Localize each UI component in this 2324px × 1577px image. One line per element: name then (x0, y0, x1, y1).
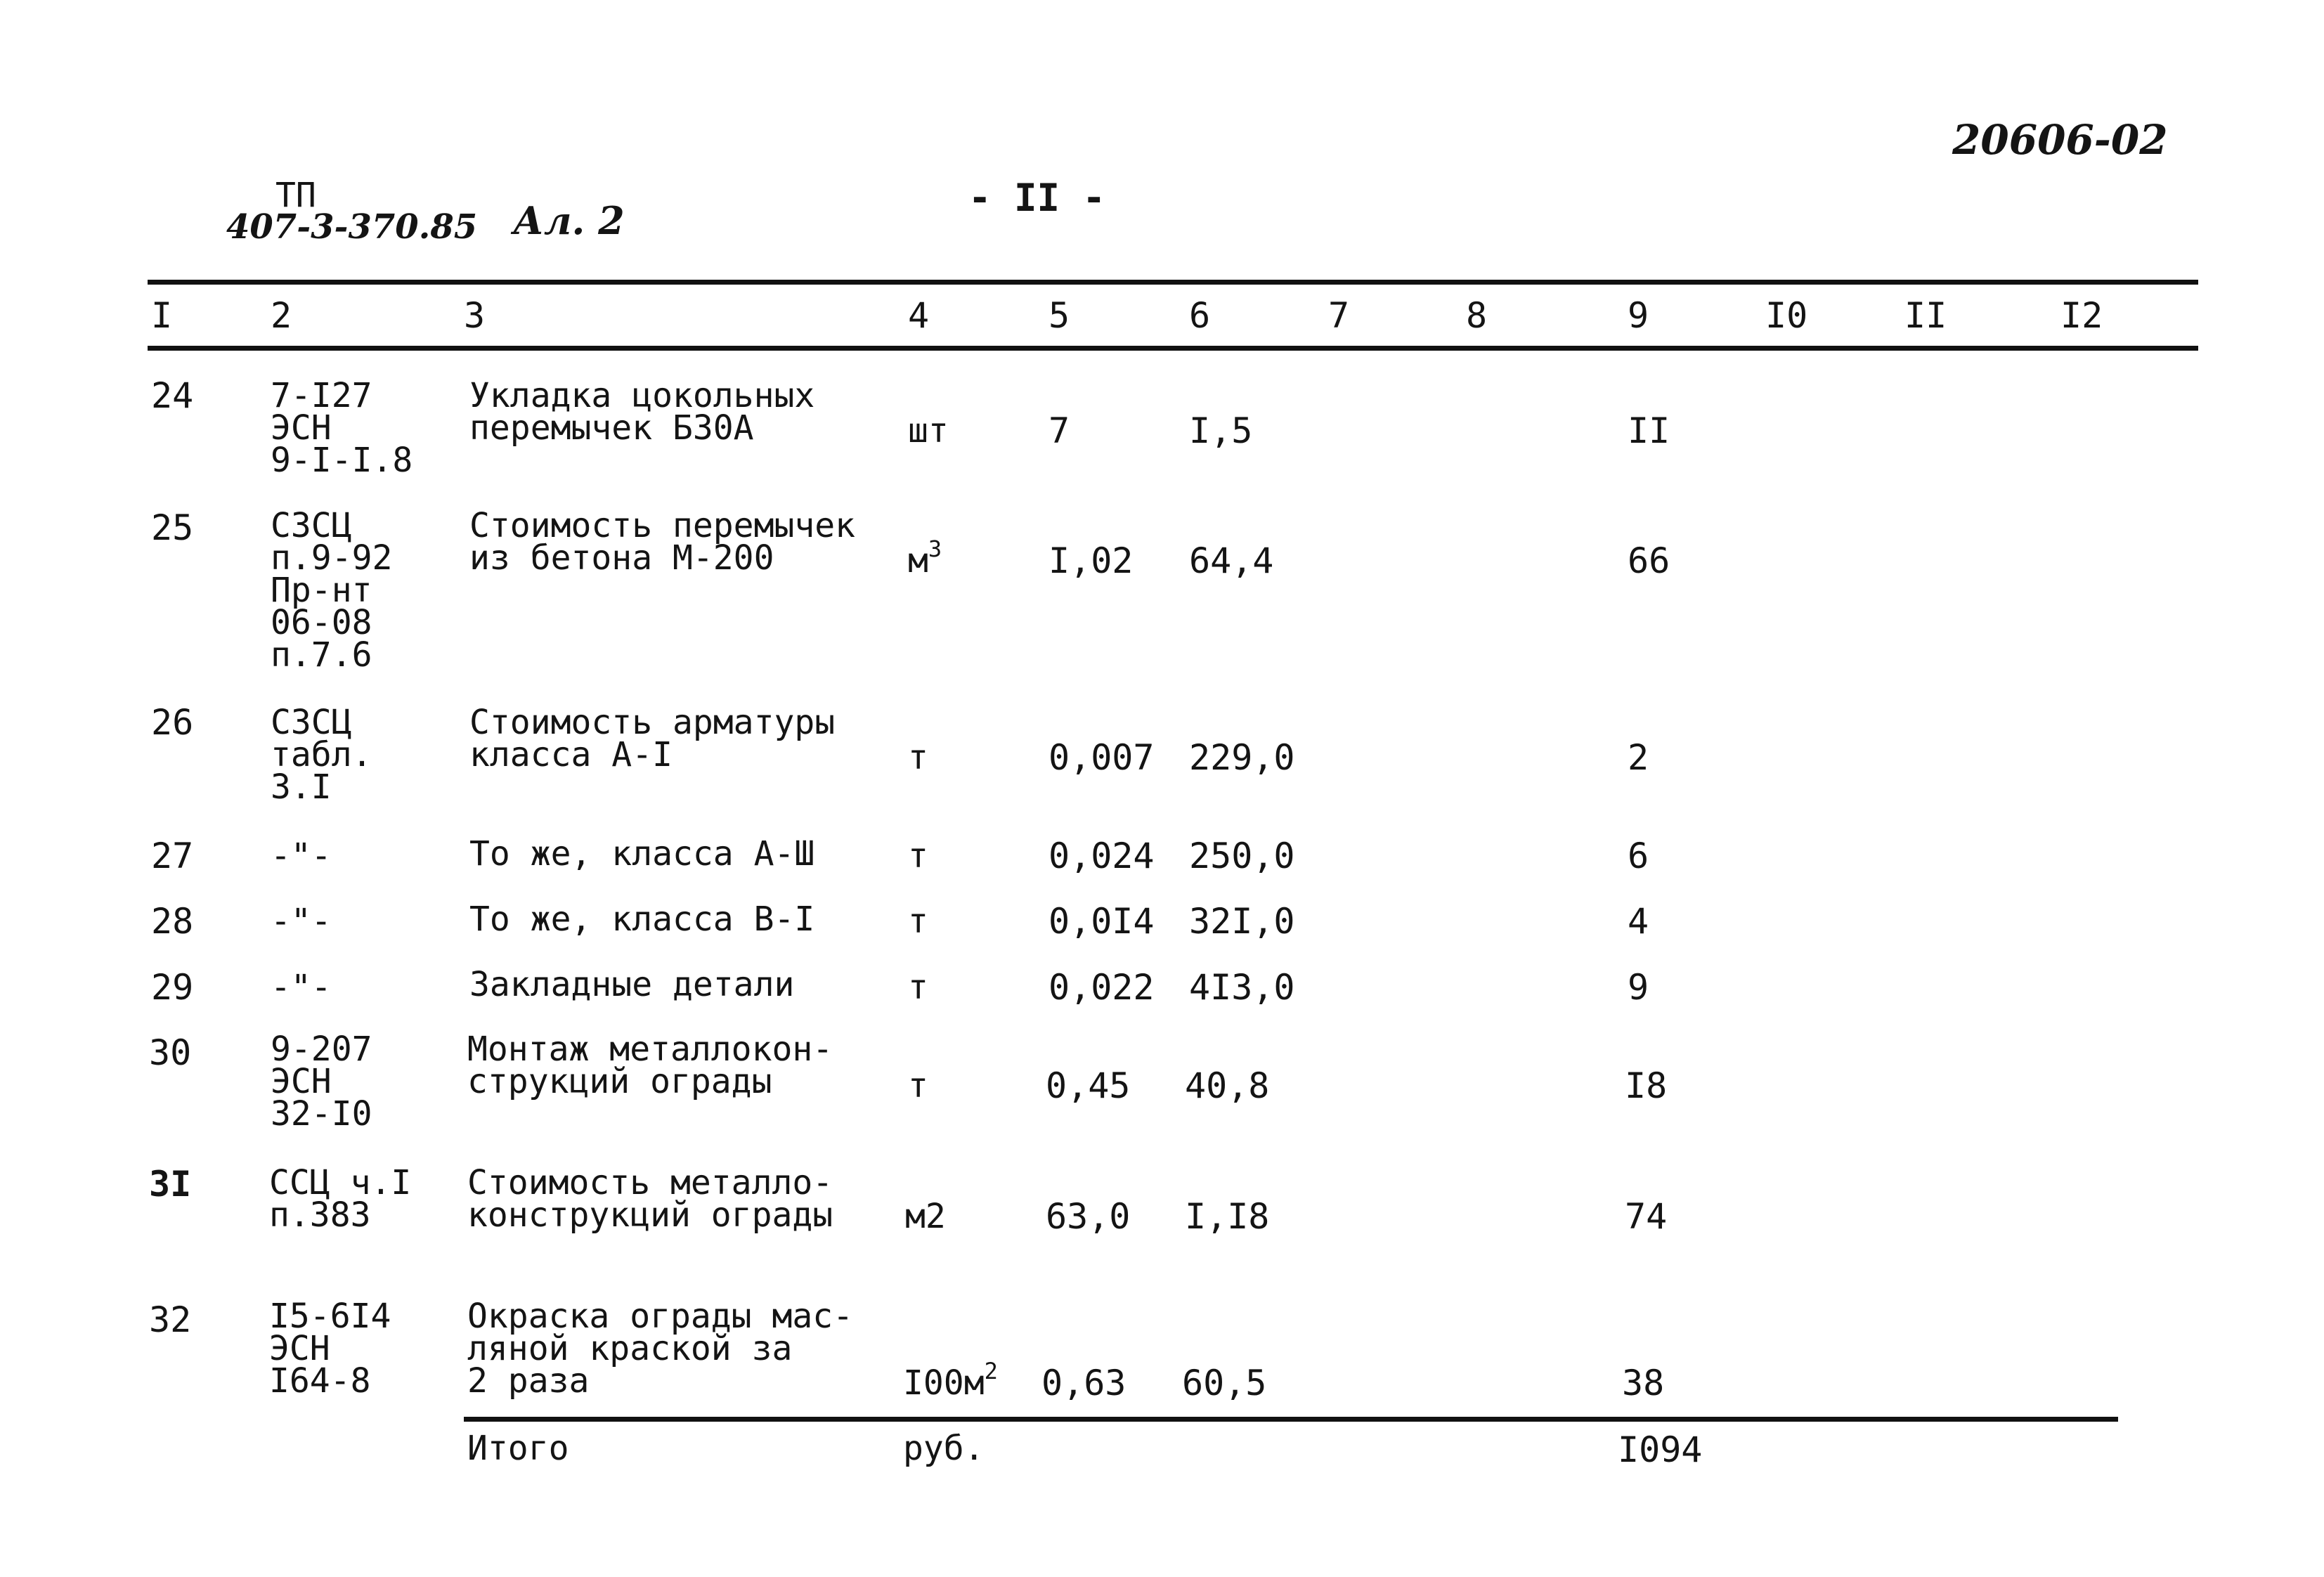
row-30-unit (908, 1066, 928, 1105)
row-26-code: СЗСЦ табл. 3.I (271, 703, 372, 807)
total-unit: руб. (903, 1429, 985, 1468)
row-27-unit (908, 836, 928, 876)
col-header-8: 8 (1466, 295, 1488, 336)
col-header-2: 2 (271, 295, 292, 336)
row-28-unit-text: т (908, 902, 928, 941)
row-26-unit (908, 738, 928, 777)
row-24-number: 24 (151, 375, 194, 416)
row-32-unit-text: I00м (903, 1363, 985, 1403)
row-31-quantity: 63,0 (1046, 1196, 1131, 1237)
row-29-price: 4I3,0 (1189, 967, 1295, 1008)
total-rule (464, 1417, 2118, 1422)
row-29-total: 9 (1628, 967, 1649, 1008)
col-header-6: 6 (1189, 295, 1211, 336)
row-24-description: Укладка цокольных перемычек Б30А (469, 376, 815, 448)
row-24-quantity: 7 (1049, 410, 1070, 451)
col-header-9: 9 (1628, 295, 1649, 336)
row-26-total: 2 (1628, 737, 1649, 778)
row-27-number: 27 (151, 836, 194, 876)
row-29-description: Закладные детали (469, 965, 795, 1004)
row-28-code: -"- (271, 902, 332, 941)
row-25-number: 25 (151, 507, 194, 548)
row-32-quantity: 0,63 (1041, 1363, 1127, 1403)
row-30-quantity: 0,45 (1046, 1065, 1131, 1106)
row-25-quantity: I,02 (1049, 540, 1134, 581)
row-24-unit-text: шт (908, 411, 949, 450)
row-26-unit-text: т (908, 738, 928, 777)
row-31-price: I,I8 (1185, 1196, 1270, 1237)
row-32-total: 38 (1622, 1363, 1665, 1403)
row-32-unit-sup: 2 (984, 1358, 998, 1384)
col-header-11: II (1904, 295, 1947, 336)
row-31-description: Стоимость металло- конструкций ограды (467, 1163, 833, 1235)
row-25-price: 64,4 (1189, 540, 1274, 581)
total-amount: I094 (1618, 1429, 1703, 1470)
col-header-5: 5 (1049, 295, 1070, 336)
row-26-quantity: 0,007 (1049, 737, 1155, 778)
row-25-description: Стоимость перемычек из бетона М-200 (469, 506, 856, 578)
col-header-10: I0 (1765, 295, 1808, 336)
row-25-unit-sup: 3 (928, 536, 942, 562)
row-31-unit-text: м2 (905, 1197, 946, 1236)
row-26-number: 26 (151, 702, 194, 743)
col-header-7: 7 (1328, 295, 1350, 336)
row-29-number: 29 (151, 967, 194, 1008)
header-bottom-rule (148, 346, 2198, 351)
row-25-total: 66 (1628, 540, 1670, 581)
table-top-rule (148, 280, 2198, 285)
row-31-code: ССЦ ч.I п.383 (269, 1163, 412, 1235)
row-29-unit-text: т (908, 968, 928, 1007)
row-26-description: Стоимость арматуры класса А-I (469, 703, 836, 774)
row-30-description: Монтаж металлокон- струкций ограды (467, 1030, 833, 1101)
row-27-code: -"- (271, 836, 332, 876)
row-27-total: 6 (1628, 836, 1649, 876)
row-32-unit (903, 1358, 998, 1403)
album-label: Ал. 2 (513, 198, 625, 243)
row-24-unit (908, 411, 949, 450)
row-32-price: 60,5 (1182, 1363, 1267, 1403)
row-31-unit (905, 1197, 946, 1236)
row-30-code: 9-207 ЭСН 32-I0 (271, 1030, 372, 1134)
row-28-number: 28 (151, 901, 194, 942)
stamp-number: 20606-02 (1952, 116, 2168, 164)
row-24-total: II (1628, 410, 1670, 451)
row-25-unit (908, 536, 942, 580)
col-header-1: I (151, 295, 173, 336)
page-number: - II - (968, 176, 1106, 220)
row-30-price: 40,8 (1185, 1065, 1270, 1106)
row-28-description: То же, класса В-I (469, 900, 815, 939)
row-32-description: Окраска ограды мас- ляной краской за 2 раза (467, 1297, 854, 1401)
row-29-quantity: 0,022 (1049, 967, 1155, 1008)
row-30-number: 30 (149, 1032, 192, 1073)
row-32-code: I5-6I4 ЭСН I64-8 (269, 1297, 391, 1401)
row-27-price: 250,0 (1189, 836, 1295, 876)
row-26-price: 229,0 (1189, 737, 1295, 778)
row-27-description: То же, класса А-Ш (469, 834, 815, 874)
doc-code-number: 407-3-370.85 (226, 207, 478, 247)
row-24-code: 7-I27 ЭСН 9-I-I.8 (271, 376, 413, 480)
row-31-number: 3I (149, 1164, 192, 1205)
row-28-unit (908, 902, 928, 941)
row-31-total: 74 (1625, 1196, 1668, 1237)
col-header-12: I2 (2060, 295, 2103, 336)
col-header-3: 3 (464, 295, 486, 336)
row-28-quantity: 0,0I4 (1049, 901, 1155, 942)
row-25-code: СЗСЦ п.9-92 Пр-нт 06-08 п.7.6 (271, 506, 393, 675)
row-29-unit (908, 968, 928, 1007)
row-32-number: 32 (149, 1299, 192, 1340)
row-30-total: I8 (1625, 1065, 1668, 1106)
row-28-price: 32I,0 (1189, 901, 1295, 942)
row-30-unit-text: т (908, 1066, 928, 1105)
row-27-quantity: 0,024 (1049, 836, 1155, 876)
total-label: Итого (467, 1429, 569, 1468)
doc-code-top: ТП (275, 176, 316, 215)
row-28-total: 4 (1628, 901, 1649, 942)
row-29-code: -"- (271, 968, 332, 1007)
row-24-price: I,5 (1189, 410, 1253, 451)
row-27-unit-text: т (908, 836, 928, 876)
row-25-unit-text: м (908, 541, 928, 580)
col-header-4: 4 (908, 295, 930, 336)
